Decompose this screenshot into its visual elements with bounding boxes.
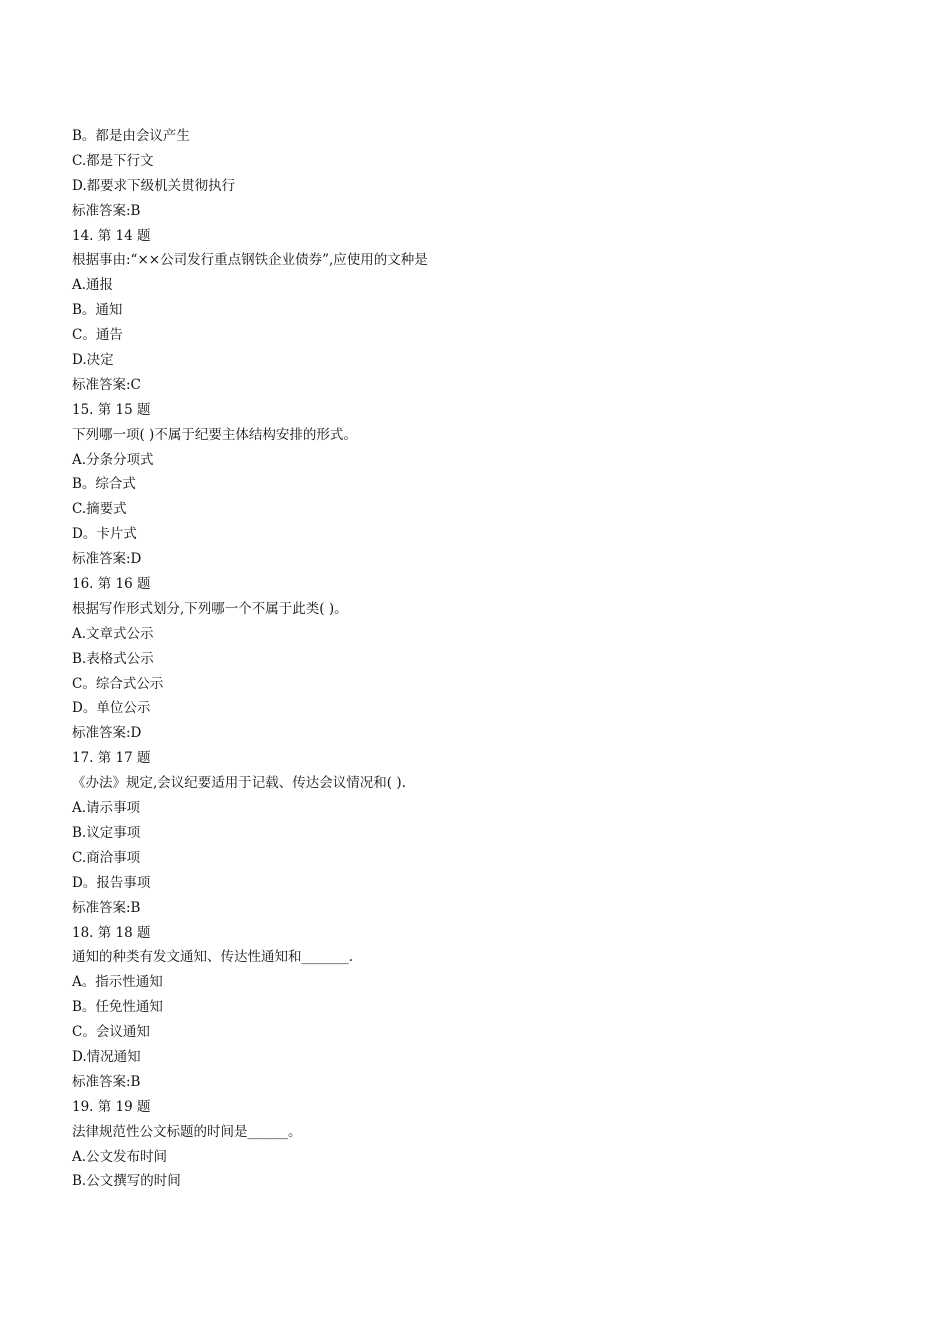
option-c-18: C。会议通知 [72, 1024, 150, 1041]
answer-13: 标准答案:B [72, 202, 141, 219]
question-18-text: 通知的种类有发文通知、传达性通知和_______. [72, 949, 354, 966]
option-a-14: A.通报 [72, 277, 114, 294]
question-14-heading: 14. 第 14 题 [72, 227, 151, 244]
option-d-18: D.情况通知 [72, 1048, 141, 1065]
question-19-text: 法律规范性公文标题的时间是______。 [72, 1123, 302, 1140]
question-16-heading: 16. 第 16 题 [72, 576, 151, 593]
answer-15: 标准答案:D [72, 551, 142, 568]
question-19-heading: 19. 第 19 题 [72, 1098, 151, 1115]
question-18-heading: 18. 第 18 题 [72, 924, 151, 941]
answer-18: 标准答案:B [72, 1073, 141, 1090]
option-a-19: A.公文发布时间 [72, 1148, 168, 1165]
option-b-17: B.议定事项 [72, 824, 141, 841]
question-17-text: 《办法》规定,会议纪要适用于记载、传达会议情况和( ). [72, 775, 406, 792]
option-d-14: D.决定 [72, 352, 114, 369]
answer-14: 标准答案:C [72, 376, 141, 393]
option-a-15: A.分条分项式 [72, 451, 154, 468]
option-c-14: C。通告 [72, 327, 123, 344]
answer-17: 标准答案:B [72, 899, 141, 916]
option-b-18: B。任免性通知 [72, 999, 163, 1016]
option-d-13: D.都要求下级机关贯彻执行 [72, 177, 236, 194]
question-15-heading: 15. 第 15 题 [72, 401, 151, 418]
document-page [72, 124, 892, 1194]
option-b-19: B.公文撰写的时间 [72, 1173, 181, 1190]
option-b-13: B。都是由会议产生 [72, 128, 190, 144]
option-c-15: C.摘要式 [72, 501, 127, 518]
option-a-17: A.请示事项 [72, 800, 141, 817]
option-c-13: C.都是下行文 [72, 152, 154, 169]
option-c-16: C。综合式公示 [72, 675, 164, 692]
option-d-16: D。单位公示 [72, 700, 151, 717]
option-c-17: C.商洽事项 [72, 849, 141, 866]
question-17-heading: 17. 第 17 题 [72, 750, 151, 767]
question-16-text: 根据写作形式划分,下列哪一个不属于此类( )。 [72, 600, 348, 617]
option-a-16: A.文章式公示 [72, 625, 154, 642]
option-a-18: A。指示性通知 [72, 974, 163, 991]
option-d-17: D。报告事项 [72, 874, 151, 891]
option-b-15: B。综合式 [72, 476, 136, 493]
answer-16: 标准答案:D [72, 725, 142, 742]
question-14-text: 根据事由:“××公司发行重点钢铁企业债券”,应使用的文种是 [72, 252, 428, 269]
option-d-15: D。卡片式 [72, 526, 137, 543]
option-b-16: B.表格式公示 [72, 650, 154, 667]
question-15-text: 下列哪一项( )不属于纪要主体结构安排的形式。 [72, 426, 357, 443]
option-b-14: B。通知 [72, 302, 123, 319]
